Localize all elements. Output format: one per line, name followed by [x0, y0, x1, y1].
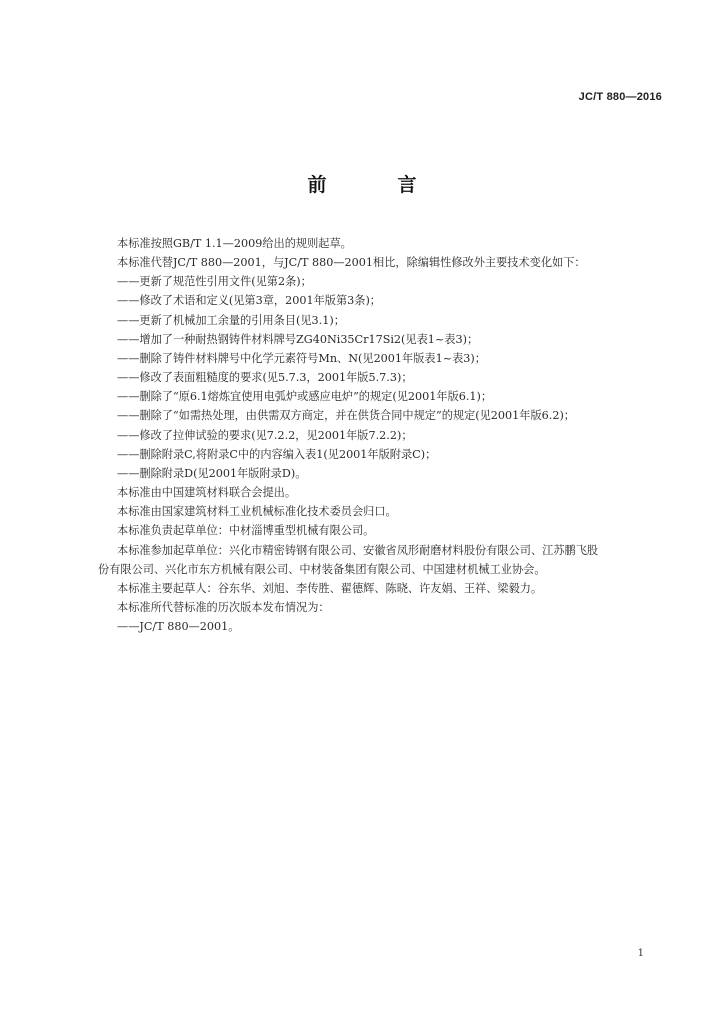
change-item: ——增加了一种耐热钢铸件材料牌号ZG40Ni35Cr17Si2(见表1~表3)； [117, 332, 479, 346]
paragraph-lead-drafter: 本标准负责起草单位：中材淄博重型机械有限公司。 [117, 524, 375, 538]
paragraph-participating-drafters: 本标准参加起草单位：兴化市精密铸钢有限公司、安徽省凤形耐磨材料股份有限公司、江苏鹏飞股 [117, 543, 599, 557]
change-item: ——删除了铸件材料牌号中化学元素符号Mn、N(见2001年版表1~表3)； [117, 351, 486, 365]
change-item: ——删除了“如需热处理，由供需双方商定，并在供货合同中规定”的规定(见2001年版6.2)； [117, 409, 575, 423]
paragraph-history-intro: 本标准所代替标准的历次版本发布情况为： [117, 600, 330, 614]
page-number: 1 [637, 948, 644, 959]
change-item: ——删除附录D(见2001年版附录D)。 [117, 466, 307, 480]
change-item: ——更新了规范性引用文件(见第2条)； [117, 275, 312, 289]
change-item: ——修改了拉伸试验的要求(见7.2.2，见2001年版7.2.2)； [117, 428, 413, 442]
page-title: 前 言 [307, 174, 443, 196]
change-item: ——更新了机械加工余量的引用条目(见3.1)； [117, 313, 345, 327]
paragraph-replaces: 本标准代替JC/T 880—2001，与JC/T 880—2001相比，除编辑性修改外主要技术变化如下： [117, 256, 586, 270]
standard-code: JC/T 880—2016 [578, 91, 662, 103]
paragraph-drafting-rules: 本标准按照GB/T 1.1—2009给出的规则起草。 [117, 237, 352, 250]
change-item: ——修改了表面粗糙度的要求(见5.7.3，2001年版5.7.3)； [117, 371, 413, 385]
paragraph-jurisdiction: 本标准由国家建筑材料工业机械标准化技术委员会归口。 [117, 505, 397, 519]
change-item: ——修改了术语和定义(见第3章，2001年版第3条)； [117, 294, 381, 308]
paragraph-main-drafters: 本标准主要起草人：谷东华、刘旭、李传胜、翟德辉、陈晓、许友娟、王祥、梁毅力。 [117, 581, 543, 595]
history-item: ——JC/T 880—2001。 [117, 620, 240, 634]
change-item: ——删除附录C,将附录C中的内容编入表1(见2001年版附录C)； [117, 447, 437, 461]
paragraph-proposer: 本标准由中国建筑材料联合会提出。 [117, 486, 297, 500]
foreword-body [98, 234, 664, 636]
paragraph-participating-drafters-cont: 份有限公司、兴化市东方机械有限公司、中材装备集团有限公司、中国建材机械工业协会。 [98, 562, 546, 576]
change-item: ——删除了“原6.1熔炼宜使用电弧炉或感应电炉”的规定(见2001年版6.1)； [117, 390, 493, 404]
